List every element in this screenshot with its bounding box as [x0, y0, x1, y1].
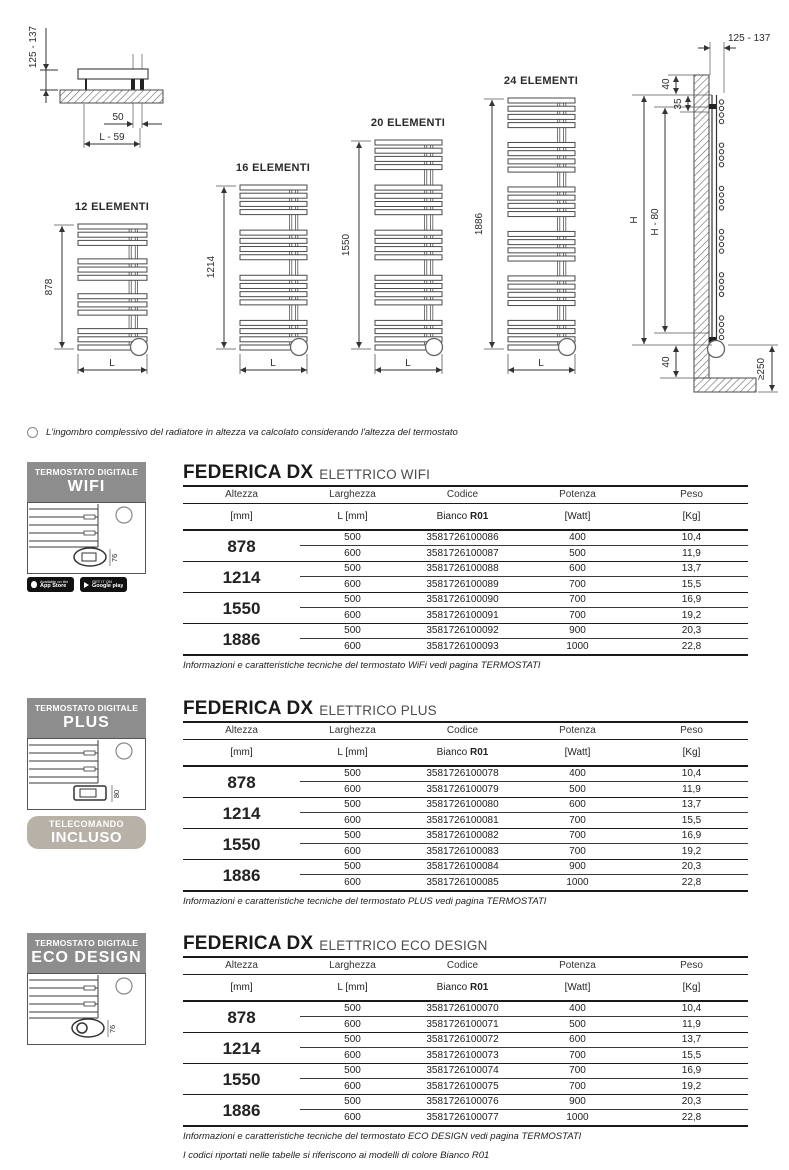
- sidebar-wifi: [27, 462, 146, 589]
- table-cell: 600: [344, 876, 361, 888]
- table-cell: 3581726100089: [426, 578, 499, 590]
- table-cell: 900: [520, 1095, 635, 1110]
- mount-width-dim: L - 59: [99, 132, 125, 143]
- app-store-badge: [27, 577, 74, 592]
- table-header-row: [183, 487, 748, 504]
- col-subheader: L [mm]: [337, 981, 368, 993]
- table-row-group: [183, 1002, 748, 1033]
- altezza-value: 1214: [222, 567, 261, 587]
- thermostat-badge: [27, 698, 146, 738]
- thermostat-note: [27, 427, 458, 438]
- table-wifi: [183, 462, 748, 671]
- table-cell: 3581726100073: [426, 1049, 499, 1061]
- table-cell: 3581726100072: [405, 1033, 520, 1048]
- table-cell: 10,4: [635, 767, 748, 782]
- altezza-value: 1214: [222, 803, 261, 823]
- table-cell: 600: [344, 1018, 361, 1030]
- thermostat-height-dim: 76: [110, 553, 119, 563]
- table-cell: 600: [520, 562, 635, 577]
- table-title: [183, 698, 748, 721]
- table-cell: 13,7: [635, 1033, 748, 1048]
- altezza-value: 1886: [222, 1100, 261, 1120]
- table-cell: 16,9: [635, 829, 748, 844]
- table-cell: 3581726100087: [426, 547, 499, 559]
- table-cell: 500: [300, 798, 405, 813]
- thermostat-circle: [116, 978, 132, 994]
- table-cell: 600: [344, 578, 361, 590]
- thermostat-height-dim: 76: [108, 1024, 117, 1034]
- table-cell: 22,8: [681, 876, 702, 888]
- radiator-bars: [508, 98, 575, 350]
- col-subheader: [Watt]: [564, 746, 591, 758]
- side-depth-dim: 125 - 137: [728, 33, 771, 44]
- table-cell: 400: [520, 767, 635, 782]
- table-cell: 3581726100092: [405, 624, 520, 639]
- col-header: Larghezza: [329, 725, 376, 736]
- table-footnote: Informazioni e caratteristiche tecniche del termostato WiFi vedi pagina TERMOSTATI: [183, 660, 541, 671]
- radiator-bars: [375, 140, 442, 350]
- thermostat-circle: [131, 339, 148, 356]
- side-tube-circles: [719, 100, 723, 340]
- thermostat-badge: [27, 933, 146, 973]
- col-subheader: [mm]: [230, 746, 253, 758]
- badge-line1: TERMOSTATO DIGITALE: [34, 938, 139, 948]
- side-view-diagram: [629, 33, 778, 392]
- table-title-sub: ELETTRICO WIFI: [319, 466, 431, 482]
- table-cell: 3581726100074: [405, 1064, 520, 1079]
- radiator-height-dim: 1214: [206, 255, 217, 279]
- table-cell: 900: [520, 860, 635, 875]
- table-cell: 600: [344, 609, 361, 621]
- thermostat-circle: [291, 339, 308, 356]
- side-bottom40-dim: 40: [661, 356, 672, 368]
- table-footnote: Informazioni e caratteristiche tecniche del termostato PLUS vedi pagina TERMOSTATI: [183, 896, 547, 907]
- col-subheader: [mm]: [230, 510, 253, 522]
- table-cell: 11,9: [682, 547, 701, 559]
- col-subheader: [Kg]: [682, 981, 701, 993]
- col-header: Peso: [680, 960, 703, 971]
- table-cell: 600: [520, 1033, 635, 1048]
- table-body: [183, 531, 748, 656]
- technical-diagrams: [0, 0, 789, 425]
- col-header: Potenza: [559, 489, 596, 500]
- telecomando-line2: INCLUSO: [51, 829, 122, 846]
- table-cell: 500: [569, 547, 586, 559]
- table-cell: 700: [569, 1049, 586, 1061]
- altezza-value: 878: [227, 772, 256, 792]
- side-h-dim: H: [629, 216, 640, 224]
- table-title: [183, 462, 748, 485]
- table-cell: 20,3: [635, 624, 748, 639]
- col-header: Codice: [446, 725, 479, 736]
- telecomando-badge: [27, 816, 146, 849]
- table-cell: 500: [300, 860, 405, 875]
- col-subheader-codice: Bianco R01: [436, 746, 489, 758]
- col-subheader-codice: Bianco R01: [436, 981, 489, 993]
- side-floor-dim: ≥250: [756, 357, 767, 381]
- mount-pitch-dim: 50: [112, 112, 124, 123]
- table-cell: 3581726100090: [405, 593, 520, 608]
- table-cell: 1000: [566, 640, 589, 652]
- col-subheader: [mm]: [230, 981, 253, 993]
- radiator-diagram-12: [44, 201, 149, 374]
- thermostat-height-dim: 80: [112, 789, 121, 799]
- table-row-group: [183, 1033, 748, 1064]
- table-cell: 3581726100093: [426, 640, 499, 652]
- radiator-label: 12 ELEMENTI: [74, 201, 150, 213]
- google-play-label: Google play: [92, 582, 123, 589]
- altezza-value: 1214: [222, 1038, 261, 1058]
- col-subheader: [Kg]: [682, 510, 701, 522]
- table-row-group: [183, 860, 748, 892]
- col-header: Larghezza: [329, 489, 376, 500]
- col-header: Altezza: [225, 725, 258, 736]
- table-cell: 500: [300, 624, 405, 639]
- thermostat-circle: [708, 341, 725, 358]
- table-cell: 15,5: [681, 578, 702, 590]
- radiator-bars: [78, 224, 147, 350]
- table-cell: 900: [520, 624, 635, 639]
- table-cell: 3581726100085: [426, 876, 499, 888]
- table-body: [183, 1002, 748, 1127]
- badge-line1: TERMOSTATO DIGITALE: [34, 467, 139, 477]
- table-cell: 3581726100082: [405, 829, 520, 844]
- table-cell: 500: [569, 1018, 586, 1030]
- table-cell: 15,5: [681, 1049, 702, 1061]
- table-row-group: [183, 1095, 748, 1127]
- table-title-main: FEDERICA DX: [183, 933, 314, 954]
- radiator-width-dim: L: [109, 358, 115, 369]
- radiator-diagram-16: [206, 162, 310, 374]
- table-cell: 500: [300, 1064, 405, 1079]
- mount-depth-dim: 125 - 137: [28, 25, 39, 69]
- table-footnote: Informazioni e caratteristiche tecniche del termostato ECO DESIGN vedi pagina TERMOSTATI: [183, 1131, 582, 1142]
- telecomando-line1: TELECOMANDO: [49, 819, 124, 829]
- table-cell: 700: [520, 829, 635, 844]
- thermostat-circle: [116, 507, 132, 523]
- table-cell: 700: [569, 845, 586, 857]
- table-cell: 11,9: [682, 783, 701, 795]
- table-cell: 500: [300, 1033, 405, 1048]
- table-cell: 500: [569, 783, 586, 795]
- table-cell: 700: [520, 593, 635, 608]
- table-header-row: [183, 723, 748, 740]
- thermostat-circle: [559, 339, 576, 356]
- table-cell: 1000: [566, 876, 589, 888]
- app-store-tag: Available on the: [40, 579, 69, 584]
- radiator-label: 24 ELEMENTI: [503, 75, 579, 87]
- col-header: Altezza: [225, 960, 258, 971]
- table-cell: 3581726100075: [426, 1080, 499, 1092]
- table-cell: 400: [520, 1002, 635, 1017]
- altezza-value: 1550: [222, 834, 261, 854]
- side-35-dim: 35: [673, 98, 684, 110]
- thermostat-drawing: [27, 738, 146, 810]
- table-cell: 3581726100079: [426, 783, 499, 795]
- table-cell: 3581726100083: [426, 845, 499, 857]
- table-title-main: FEDERICA DX: [183, 462, 314, 483]
- play-icon: [84, 582, 89, 588]
- table-cell: 600: [520, 798, 635, 813]
- table-title-main: FEDERICA DX: [183, 698, 314, 719]
- table-cell: 700: [569, 609, 586, 621]
- side-h80-dim: H - 80: [650, 208, 661, 236]
- table-cell: 22,8: [681, 1111, 702, 1123]
- table-cell: 600: [344, 547, 361, 559]
- col-subheader: L [mm]: [337, 510, 368, 522]
- altezza-value: 878: [227, 1007, 256, 1027]
- table-cell: 500: [300, 767, 405, 782]
- table-cell: 1000: [566, 1111, 589, 1123]
- thermostat-circle: [116, 743, 132, 759]
- color-codes-note: I codici riportati nelle tabelle si riferiscono ai modelli di colore Bianco R01: [183, 1150, 490, 1161]
- thermostat-badge: [27, 462, 146, 502]
- google-play-tag: GET IT ON: [92, 579, 112, 584]
- table-cell: 3581726100078: [405, 767, 520, 782]
- table-cell: 700: [520, 1064, 635, 1079]
- radiator-height-dim: 1886: [474, 212, 485, 236]
- table-cell: 15,5: [681, 814, 702, 826]
- col-header: Larghezza: [329, 960, 376, 971]
- table-cell: 700: [569, 578, 586, 590]
- radiator-width-dim: L: [538, 358, 544, 369]
- table-eco-design: [183, 933, 748, 1142]
- table-cell: 700: [569, 1080, 586, 1092]
- app-badges: [27, 577, 127, 592]
- radiator-width-dim: L: [270, 358, 276, 369]
- table-title-sub: ELETTRICO ECO DESIGN: [319, 937, 488, 953]
- col-subheader: L [mm]: [337, 746, 368, 758]
- table-cell: 3581726100071: [426, 1018, 499, 1030]
- radiator-height-dim: 1550: [341, 233, 352, 257]
- radiator-diagram-20: [341, 117, 445, 374]
- table-cell: 20,3: [635, 1095, 748, 1110]
- table-cell: 3581726100084: [405, 860, 520, 875]
- altezza-value: 878: [227, 536, 256, 556]
- table-cell: 3581726100077: [426, 1111, 499, 1123]
- table-cell: 3581726100088: [405, 562, 520, 577]
- table-header-row: [183, 958, 748, 975]
- col-header: Potenza: [559, 725, 596, 736]
- apple-icon: [31, 581, 37, 588]
- radiator-label: 20 ELEMENTI: [370, 117, 446, 129]
- table-cell: 13,7: [635, 798, 748, 813]
- col-header: Potenza: [559, 960, 596, 971]
- table-cell: 3581726100070: [405, 1002, 520, 1017]
- table-cell: 10,4: [635, 531, 748, 546]
- table-row-group: [183, 531, 748, 562]
- table-plus: [183, 698, 748, 907]
- table-cell: 19,2: [681, 609, 702, 621]
- col-header: Peso: [680, 489, 703, 500]
- badge-line1: TERMOSTATO DIGITALE: [34, 703, 139, 713]
- sidebar-plus: [27, 698, 146, 846]
- table-cell: 13,7: [635, 562, 748, 577]
- table-row-group: [183, 798, 748, 829]
- table-cell: 22,8: [681, 640, 702, 652]
- table-cell: 600: [344, 814, 361, 826]
- table-cell: 3581726100080: [405, 798, 520, 813]
- table-cell: 500: [300, 531, 405, 546]
- table-cell: 19,2: [681, 1080, 702, 1092]
- table-subheader-row: [183, 504, 748, 531]
- table-row-group: [183, 593, 748, 624]
- thermostat-circle: [426, 339, 443, 356]
- col-header: Altezza: [225, 489, 258, 500]
- table-row-group: [183, 624, 748, 656]
- table-cell: 3581726100086: [405, 531, 520, 546]
- radiator-label: 16 ELEMENTI: [235, 162, 311, 174]
- thermostat-drawing: [27, 973, 146, 1045]
- table-subheader-row: [183, 740, 748, 767]
- altezza-value: 1886: [222, 629, 261, 649]
- table-row-group: [183, 562, 748, 593]
- table-cell: 500: [300, 562, 405, 577]
- col-header: Codice: [446, 489, 479, 500]
- table-cell: 600: [344, 1080, 361, 1092]
- table-cell: 20,3: [635, 860, 748, 875]
- mounting-detail-diagram: [28, 25, 163, 148]
- table-row-group: [183, 829, 748, 860]
- table-title: [183, 933, 748, 956]
- table-cell: 600: [344, 783, 361, 795]
- google-play-badge: [80, 577, 127, 592]
- table-cell: 500: [300, 1095, 405, 1110]
- table-cell: 500: [300, 593, 405, 608]
- table-cell: 700: [569, 814, 586, 826]
- radiator-bars: [240, 185, 307, 350]
- sidebar-eco-design: [27, 933, 146, 1045]
- side-top40-dim: 40: [661, 78, 672, 90]
- app-store-label: App Store: [40, 582, 67, 589]
- table-cell: 600: [344, 640, 361, 652]
- table-cell: 11,9: [682, 1018, 701, 1030]
- badge-line2: PLUS: [63, 714, 110, 731]
- table-cell: 16,9: [635, 1064, 748, 1079]
- table-subheader-row: [183, 975, 748, 1002]
- altezza-value: 1550: [222, 1069, 261, 1089]
- table-cell: 3581726100081: [426, 814, 499, 826]
- table-cell: 16,9: [635, 593, 748, 608]
- table-body: [183, 767, 748, 892]
- table-cell: 3581726100076: [405, 1095, 520, 1110]
- table-title-sub: ELETTRICO PLUS: [319, 702, 437, 718]
- table-row-group: [183, 767, 748, 798]
- table-cell: 500: [300, 1002, 405, 1017]
- badge-line2: ECO DESIGN: [31, 949, 142, 966]
- radiator-height-dim: 878: [44, 278, 55, 296]
- col-header: Codice: [446, 960, 479, 971]
- col-subheader: [Kg]: [682, 746, 701, 758]
- radiator-diagram-24: [474, 75, 578, 374]
- table-cell: 600: [344, 1049, 361, 1061]
- table-cell: 3581726100091: [426, 609, 499, 621]
- table-cell: 600: [344, 845, 361, 857]
- table-cell: 10,4: [635, 1002, 748, 1017]
- radiator-width-dim: L: [405, 358, 411, 369]
- table-cell: 600: [344, 1111, 361, 1123]
- col-header: Peso: [680, 725, 703, 736]
- altezza-value: 1550: [222, 598, 261, 618]
- col-subheader: [Watt]: [564, 981, 591, 993]
- table-cell: 19,2: [681, 845, 702, 857]
- table-row-group: [183, 1064, 748, 1095]
- col-subheader-codice: Bianco R01: [436, 510, 489, 522]
- thermostat-note-circle-icon: [27, 427, 38, 438]
- thermostat-note-text: L'ingombro complessivo del radiatore in altezza va calcolato considerando l'altezza del termostato: [46, 427, 458, 438]
- thermostat-drawing: [27, 502, 146, 574]
- altezza-value: 1886: [222, 865, 261, 885]
- badge-line2: WIFI: [67, 478, 106, 495]
- col-subheader: [Watt]: [564, 510, 591, 522]
- table-cell: 500: [300, 829, 405, 844]
- table-cell: 400: [520, 531, 635, 546]
